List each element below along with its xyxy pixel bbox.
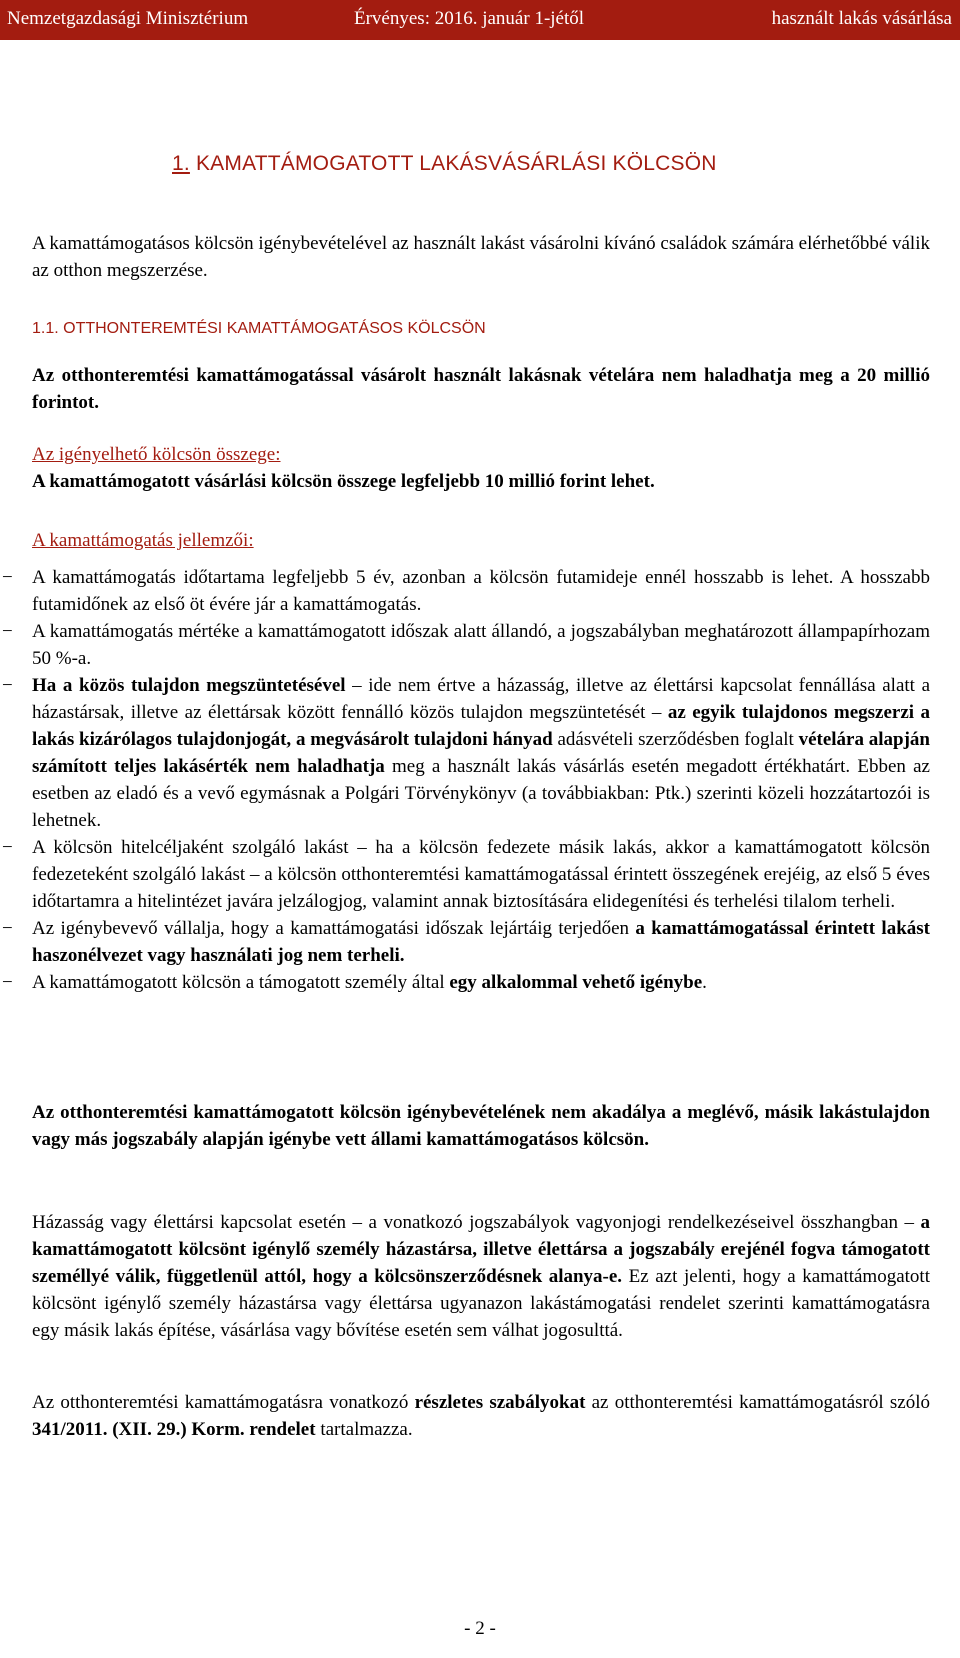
bold-fragment: a kamattámogatással érintett lakást haszonélvezet vagy használati jog nem terheli. [32,918,930,966]
text-fragment: adásvételi szerződésben foglalt [552,729,799,750]
dash-bullet: − [2,837,13,858]
dash-bullet: − [2,567,13,588]
feature-usufruct [32,915,930,969]
list-item [2,618,930,672]
amount-section [32,441,930,495]
page-number: - 2 - [464,1618,496,1639]
bold-fragment: 341/2011. (XII. 29.) Korm. rendelet [32,1419,316,1440]
section-title-text: KAMATTÁMOGATOTT LAKÁSVÁSÁRLÁSI KÖLCSÖN [189,152,717,175]
feature-rate: A kamattámogatás mértéke a kamattámogatott időszak alatt állandó, a jogszabályban meghatározott állampapírhozam 50 %-a. [32,621,930,669]
bold-fragment: egy alkalommal vehető igénybe [449,972,703,993]
text-fragment: tartalmazza. [315,1419,413,1440]
header-topic: használt lakás vásárlása [771,8,952,29]
text-fragment: Az igénybevevő vállalja, hogy a kamattámogatási időszak lejártáig terjedően [32,918,636,939]
section-title [172,150,717,177]
list-item [2,969,930,996]
header-validity: Érvényes: 2016. január 1-jétől [354,8,585,29]
bold-fragment: az egyik tulajdonos megszerzi a lakás kizárólagos tulajdonjogát, a megvásárolt tulajdoni hányad [32,702,930,750]
list-item [2,915,930,969]
price-limit-paragraph [32,362,930,416]
dash-bullet: − [2,972,13,993]
dash-bullet: − [2,918,13,939]
feature-once [32,969,930,996]
header-ministry: Nemzetgazdasági Minisztérium [7,8,249,29]
text-fragment: az otthonteremtési kamattámogatásról szóló [585,1392,930,1413]
amount-label: Az igényelhető kölcsön összege: [32,444,281,465]
bold-fragment: Ha a közös tulajdon megszüntetésével [32,675,346,696]
list-item [2,672,930,834]
bold-fragment: a kamattámogatott kölcsönt igénylő személy házastársa, illetve élettársa a jogszabály erejénél fogva támogatott személlyé válik, függetlenül attól, hogy a kölcsönszerződésnek alanya-e. [32,1212,930,1287]
amount-text: A kamattámogatott vásárlási kölcsön összege legfeljebb 10 millió forint lehet. [32,471,655,492]
bold-fragment: vételára alapján számított teljes lakásérték nem haladhatja [32,729,930,777]
feature-duration: A kamattámogatás időtartama legfeljebb 5 év, azonban a kölcsön futamideje ennél hosszabb is lehet. A hosszabb futamidőnek az első öt évére jár a kamattámogatás. [32,567,930,615]
rules-paragraph [32,1389,930,1443]
text-fragment: – ide nem értve a házasság, illetve az élettársi kapcsolat fennállása alatt a házastársak, illetve az élettársak között fennálló közös tulajdon megszüntetését – [32,675,930,723]
no-obstacle-text: Az otthonteremtési kamattámogatott kölcsön igénybevételének nem akadálya a meglévő, másik lakástulajdon vagy más jogszabály alapján igénybe vett állami kamattámogatásos kölcsön. [32,1102,930,1150]
text-fragment: Házasság vagy élettársi kapcsolat esetén – a vonatkozó jogszabályok vagyonjogi rendelkezéseivel összhangban – [32,1212,921,1233]
no-obstacle-paragraph [32,1099,930,1153]
marriage-paragraph [32,1209,930,1344]
text-fragment: meg a használt lakás vásárlás esetén megadott értékhatárt. Ebben az esetben az eladó és a vevő egymásnak a Polgári Törvénykönyv (a továbbiakban: Ptk.) szerinti közeli hozzátartozói is lehetnek. [32,756,930,831]
section-number: 1. [172,152,190,175]
feature-mortgage: A kölcsön hitelcéljaként szolgáló lakást – ha a kölcsön fedezete másik lakás, akkor a kamattámogatott kölcsön fedezeteként szolgáló lakást – a kölcsön otthonteremtési kamattámogatással érintett összegének erejéig, az első 5 éves időtartamra a hitelintézet javára jelzálogjog, valamint annak biztosítására elidegenítési és terhelési tilalom terheli. [32,837,930,912]
page-header [0,0,960,40]
list-item [2,564,930,618]
bold-fragment: részletes szabályokat [414,1392,586,1413]
features-list [2,564,930,996]
dash-bullet: − [2,621,13,642]
dash-bullet: − [2,675,13,696]
intro-paragraph: A kamattámogatásos kölcsön igénybevételével az használt lakást vásárolni kívánó családok számára elérhetőbbé válik az otthon megszerzése. [32,233,930,281]
price-limit-text: Az otthonteremtési kamattámogatással vásárolt használt lakásnak vételára nem haladhatja meg a 20 millió forintot. [32,365,930,413]
text-fragment: . [702,972,707,993]
text-fragment: A kamattámogatott kölcsön a támogatott személy által [32,972,450,993]
subsection-heading: 1.1. OTTHONTEREMTÉSI KAMATTÁMOGATÁSOS KÖLCSÖN [32,320,486,337]
list-item [2,834,930,915]
text-fragment: Ez azt jelenti, hogy a kamattámogatott kölcsönt igénylő személy házastársa vagy élettársa ugyanazon lakástámogatási rendelet szerinti kamattámogatásra egy másik lakás építése, vásárlása vagy bővítése esetén sem válhat jogosulttá. [32,1266,930,1341]
features-label: A kamattámogatás jellemzői: [32,530,254,551]
text-fragment: Az otthonteremtési kamattámogatásra vonatkozó [32,1392,415,1413]
feature-common-ownership [32,672,930,834]
